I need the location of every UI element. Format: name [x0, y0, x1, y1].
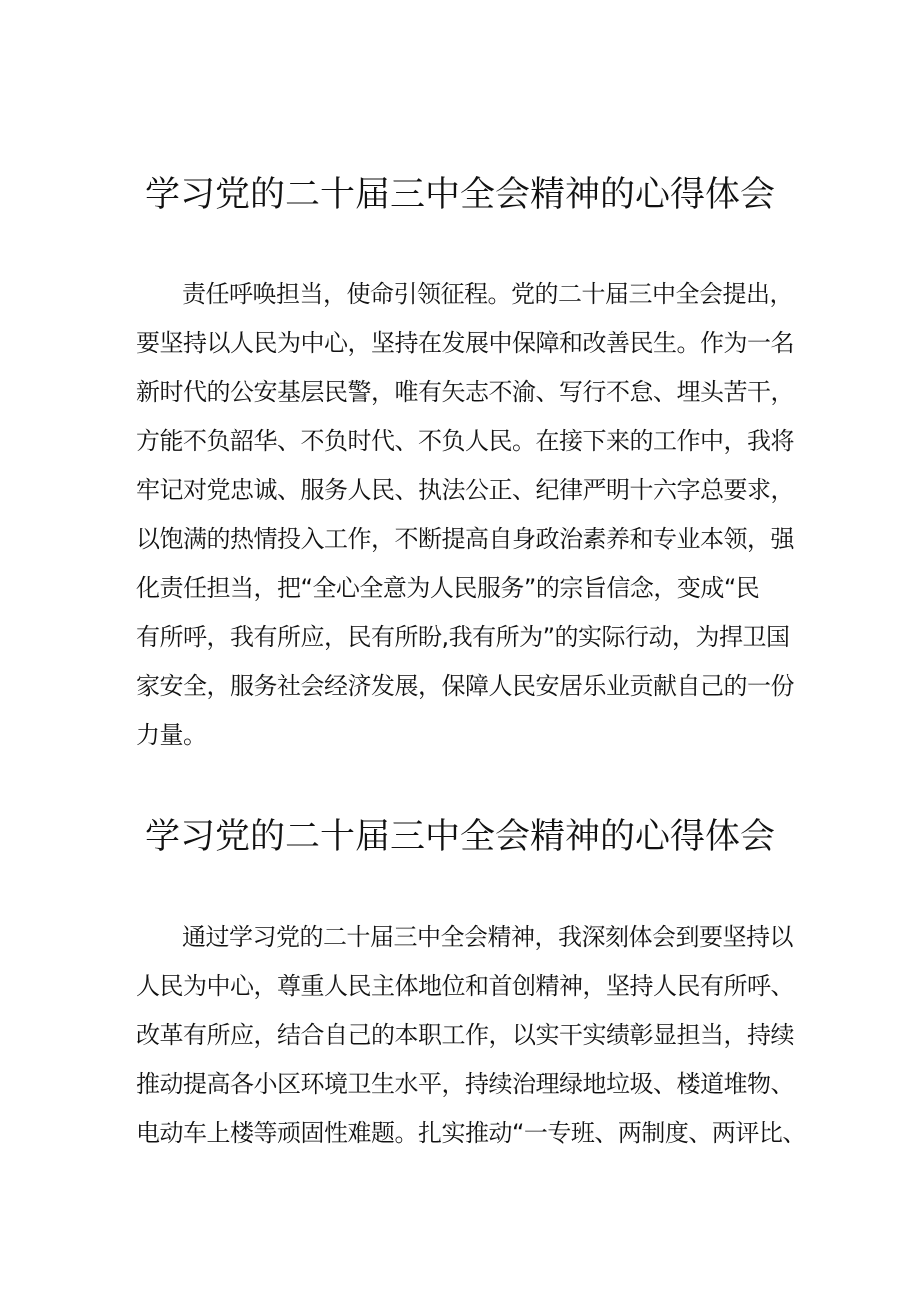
paragraph-line: 人民为中心，尊重人民主体地位和首创精神，坚持人民有所呼、 [136, 972, 794, 1000]
paragraph-line: 力量。 [136, 721, 207, 749]
paragraph-line: 要坚持以人民为中心，坚持在发展中保障和改善民生。作为一名 [136, 329, 794, 357]
paragraph-line: 有所呼，我有所应，民有所盼,我有所为”的实际行动，为捍卫国 [136, 623, 790, 651]
section-paragraph [136, 270, 816, 760]
paragraph-line: 新时代的公安基层民警，唯有矢志不渝、写行不怠、埋头苦干， [136, 378, 794, 406]
paragraph-line: 通过学习党的二十届三中全会精神，我深刻体会到要坚持以 [182, 923, 793, 951]
paragraph-line: 改革有所应，结合自己的本职工作，以实干实绩彰显担当，持续 [136, 1021, 794, 1049]
paragraph-line: 以饱满的热情投入工作，不断提高自身政治素养和专业本领，强 [136, 525, 794, 553]
paragraph-line: 推动提高各小区环境卫生水平，持续治理绿地垃圾、楼道堆物、 [136, 1070, 794, 1098]
paragraph-line: 化责任担当，把“全心全意为人民服务”的宗旨信念，变成“民 [136, 574, 760, 602]
section-title: 学习党的二十届三中全会精神的心得体会 [144, 817, 775, 857]
section-title: 学习党的二十届三中全会精神的心得体会 [144, 175, 775, 215]
paragraph-line: 方能不负韶华、不负时代、不负人民。在接下来的工作中，我将 [136, 427, 794, 455]
paragraph-line: 责任呼唤担当，使命引领征程。党的二十届三中全会提出， [182, 280, 793, 308]
paragraph-line: 牢记对党忠诚、服务人民、执法公正、纪律严明十六字总要求， [136, 476, 794, 504]
paragraph-line: 家安全，服务社会经济发展，保障人民安居乐业贡献自己的一份 [136, 672, 794, 700]
section-paragraph [136, 913, 816, 1158]
paragraph-line: 电动车上楼等顽固性难题。扎实推动“一专班、两制度、两评比、 [136, 1119, 806, 1147]
